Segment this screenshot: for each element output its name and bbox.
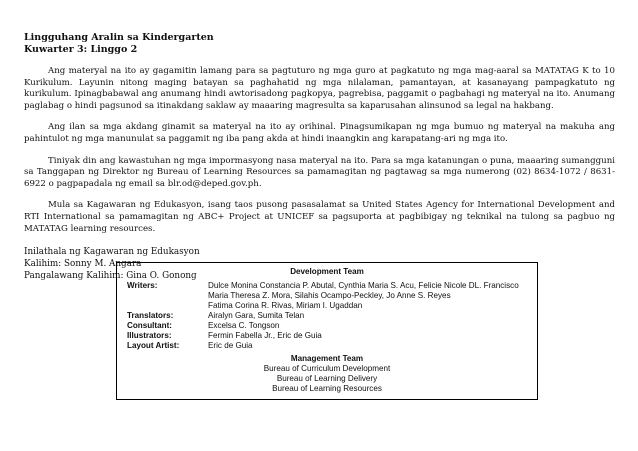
consultant-row xyxy=(127,321,537,331)
undersecretary-line: Pangalawang Kalihim: Gina O. Gonong xyxy=(24,271,197,282)
illustrators-row xyxy=(127,331,537,341)
quarter-week-label: Kuwarter 3: Linggo 2 xyxy=(24,44,138,55)
document-page xyxy=(24,32,615,282)
layout-artist-label: Layout Artist: xyxy=(127,341,180,350)
management-office: Bureau of Learning Delivery xyxy=(276,374,378,383)
contact-paragraph: Tiniyak din ang kawastuhan ng mga impormasyong nasa materyal na ito. Para sa mga katanungan o puna, maaaring sumangguni sa Tanggapan ng Direktor ng Bureau of Learning Resources sa pamamagitan ng pagtawag sa mga numerong (02) 8634-1072 / 8631-6922 o pagpapadala ng email sa blr.od@deped.gov.ph. xyxy=(24,155,615,189)
usage-paragraph: Ang materyal na ito ay gagamitin lamang para sa pagtuturo ng mga guro at pagkatuto ng mga mag-aaral sa MATATAG K to 10 Kurikulum. Layunin nitong maging batayan sa paghahatid ng mga nilalaman, pamantayan, at kasanayang pampagkatuto ng kurikulum. Ipinagbabawal ang anumang hindi awtorisadong pagkopya, pagrebisa, paggamit o pagbahagi ng materyal na ito. Anumang paglabag o hindi pagsunod sa itinakdang saklaw ay maaaring magresulta sa kaparusahan alinsunod sa legal na hakbang. xyxy=(24,66,615,111)
copyright-paragraph: Ang ilan sa mga akdang ginamit sa materyal na ito ay orihinal. Pinagsumikapan ng mga bumuo ng materyal na makuha ang pahintulot ng mga manunulat sa paggamit ng iba pang akda at hindi inaangkin ang karapatang-ari ng mga ito. xyxy=(24,122,615,144)
acknowledgement-paragraph: Mula sa Kagawaran ng Edukasyon, isang taos pusong pasasalamat sa United States Agency for International Development and RTI International sa pamamagitan ng ABC+ Project at UNICEF sa pagsuporta at pagbibigay ng teknikal na tulong sa pagbuo ng MATATAG learning resources. xyxy=(24,200,615,234)
translators-label: Translators: xyxy=(127,311,174,320)
writers-label: Writers: xyxy=(127,281,158,290)
writers-names xyxy=(208,281,537,311)
translators-names: Airalyn Gara, Sumita Telan xyxy=(208,311,305,320)
management-office: Bureau of Curriculum Development xyxy=(263,364,391,373)
team-credits-box xyxy=(116,262,538,400)
writers-line: Maria Theresa Z. Mora, Silahis Ocampo-Peckley, Jo Anne S. Reyes xyxy=(208,291,451,300)
publisher-line: Inilathala ng Kagawaran ng Edukasyon xyxy=(24,247,200,258)
development-team-heading: Development Team xyxy=(290,267,364,276)
management-team-heading: Management Team xyxy=(290,354,364,363)
writers-line: Fatima Corina R. Rivas, Miriam I. Ugaddan xyxy=(208,301,363,310)
illustrators-label: Illustrators: xyxy=(127,331,172,340)
layout-artist-row xyxy=(127,341,537,351)
layout-artist-name: Eric de Guia xyxy=(208,341,253,350)
writers-line: Dulce Monina Constancia P. Abutal, Cynthia Maria S. Acu, Felicie Nicole DL. Francisco xyxy=(208,281,519,290)
consultant-label: Consultant: xyxy=(127,321,172,330)
management-team xyxy=(117,354,537,394)
document-title: Lingguhang Aralin sa Kindergarten xyxy=(24,32,214,43)
management-office: Bureau of Learning Resources xyxy=(272,384,382,393)
development-team-roles xyxy=(127,281,537,351)
writers-row xyxy=(127,281,537,311)
illustrators-names: Fermin Fabella Jr., Eric de Guia xyxy=(208,331,322,340)
translators-row xyxy=(127,311,537,321)
consultant-name: Excelsa C. Tongson xyxy=(208,321,280,330)
secretary-line: Kalihim: Sonny M. Angara xyxy=(24,259,142,270)
document-header xyxy=(24,32,615,56)
